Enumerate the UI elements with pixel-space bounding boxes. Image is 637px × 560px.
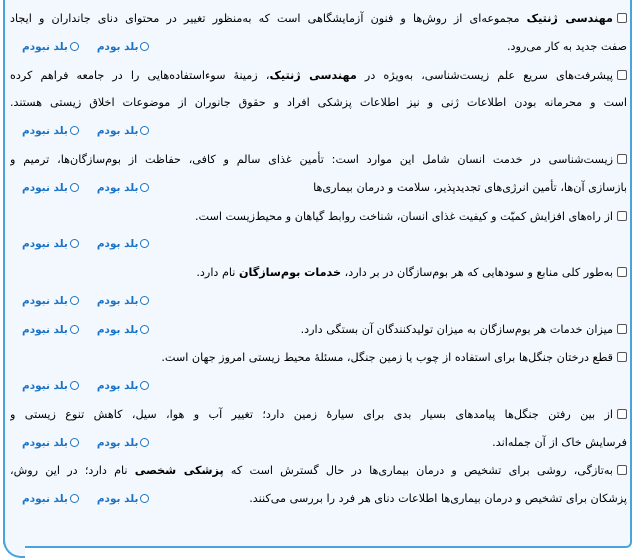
answer-options xyxy=(22,433,149,453)
statement-line: از راه‌های افزایش کمیّت و کیفیت غذای انسان، شناخت روابط گیاهان و محیط‌زیست است. xyxy=(10,205,627,229)
radio-icon[interactable] xyxy=(70,325,79,334)
radio-icon[interactable] xyxy=(70,296,79,305)
answer-options xyxy=(22,376,149,396)
radio-icon[interactable] xyxy=(140,126,149,135)
option-know[interactable]: بلد بودم xyxy=(97,37,150,57)
radio-icon[interactable] xyxy=(140,325,149,334)
statement-line: است و محرمانه بودن اطلاعات ژنی و نیز اطلاعات پزشکی افراد و حقوق جانوران از موضوعات اخلاق زیستی هستند. xyxy=(10,96,627,109)
option-know[interactable]: بلد بودم xyxy=(97,489,150,509)
statement-checkbox-icon[interactable] xyxy=(617,409,627,419)
radio-icon[interactable] xyxy=(140,239,149,248)
radio-icon[interactable] xyxy=(70,381,79,390)
statement-checkbox-icon[interactable] xyxy=(617,70,627,80)
radio-icon[interactable] xyxy=(70,126,79,135)
radio-icon[interactable] xyxy=(70,494,79,503)
statement-checkbox-icon[interactable] xyxy=(617,324,627,334)
statement-line: پزشکان برای تشخیص و درمان بیماری‌ها اطلاعات دنای هر فرد را بررسی می‌کنند. xyxy=(249,492,627,505)
radio-icon[interactable] xyxy=(140,296,149,305)
statement-checkbox-icon[interactable] xyxy=(617,154,627,164)
option-dont-know[interactable]: بلد نبودم xyxy=(22,178,79,198)
statement-line: قطع درختان جنگل‌ها برای استفاده از چوب یا زمین جنگل، مسئلهٔ محیط زیستی امروز جهان است. xyxy=(10,346,627,370)
statement-line: زیست‌شناسی در خدمت انسان شامل این موارد است: تأمین غذای سالم و کافی، حفاظت از بوم‌سازگان‌ها، ترمیم و xyxy=(10,148,627,172)
option-know[interactable]: بلد بودم xyxy=(97,320,150,340)
option-know[interactable]: بلد بودم xyxy=(97,121,150,141)
statement-line: میزان خدمات هر بوم‌سازگان به میزان تولیدکنندگان آن بستگی دارد. xyxy=(10,318,627,342)
statement-checkbox-icon[interactable] xyxy=(617,267,627,277)
radio-icon[interactable] xyxy=(70,239,79,248)
answer-options xyxy=(22,291,149,311)
statement-checkbox-icon[interactable] xyxy=(617,352,627,362)
panel-corner-curl xyxy=(3,540,25,558)
option-dont-know[interactable]: بلد نبودم xyxy=(22,234,79,254)
radio-icon[interactable] xyxy=(140,438,149,447)
radio-icon[interactable] xyxy=(70,438,79,447)
radio-icon[interactable] xyxy=(140,42,149,51)
option-dont-know[interactable]: بلد نبودم xyxy=(22,121,79,141)
answer-options xyxy=(22,37,149,57)
option-know[interactable]: بلد بودم xyxy=(97,376,150,396)
option-know[interactable]: بلد بودم xyxy=(97,178,150,198)
answer-options xyxy=(22,489,149,509)
option-dont-know[interactable]: بلد نبودم xyxy=(22,37,79,57)
answer-options xyxy=(22,178,149,198)
statement-checkbox-icon[interactable] xyxy=(617,465,627,475)
option-know[interactable]: بلد بودم xyxy=(97,291,150,311)
option-dont-know[interactable]: بلد نبودم xyxy=(22,320,79,340)
answer-options xyxy=(22,234,149,254)
radio-icon[interactable] xyxy=(70,183,79,192)
statement-line: از بین رفتن جنگل‌ها پیامدهای بسیار بدی برای سیارهٔ زمین دارد؛ تغییر آب و هوا، سیل، کاهش تنوع زیستی و xyxy=(10,403,627,427)
answer-options xyxy=(22,320,149,340)
radio-icon[interactable] xyxy=(140,494,149,503)
statement-line: فرسایش خاک از آن جمله‌اند. xyxy=(492,436,627,449)
statement-checkbox-icon[interactable] xyxy=(617,13,627,23)
statement-line: پیشرفت‌های سریع علم زیست‌شناسی، به‌ویژه در مهندسی ژنتیک، زمینهٔ سوءاستفاده‌هایی را در جامعه فراهم کرده xyxy=(10,64,627,88)
statement-line: صفت جدید به کار می‌رود. xyxy=(506,40,627,53)
option-know[interactable]: بلد بودم xyxy=(97,234,150,254)
statement-checkbox-icon[interactable] xyxy=(617,211,627,221)
option-dont-know[interactable]: بلد نبودم xyxy=(22,376,79,396)
option-dont-know[interactable]: بلد نبودم xyxy=(22,433,79,453)
statement-line: بازسازی آن‌ها، تأمین انرژی‌های تجدیدپذیر، سلامت و درمان بیماری‌ها xyxy=(313,181,627,194)
option-dont-know[interactable]: بلد نبودم xyxy=(22,291,79,311)
radio-icon[interactable] xyxy=(140,183,149,192)
statement-line: به‌طور کلی منابع و سودهایی که هر بوم‌سازگان در بر دارد، خدمات بوم‌سازگان نام دارد. xyxy=(10,261,627,285)
option-know[interactable]: بلد بودم xyxy=(97,433,150,453)
statement-line: به‌تازگی، روشی برای تشخیص و درمان بیماری‌ها در حال گسترش است که پزشکی شخصی نام دارد؛ در این روش، xyxy=(10,459,627,483)
option-dont-know[interactable]: بلد نبودم xyxy=(22,489,79,509)
radio-icon[interactable] xyxy=(70,42,79,51)
radio-icon[interactable] xyxy=(140,381,149,390)
statement-line: مهندسی ژنتیک مجموعه‌ای از روش‌ها و فنون آزمایشگاهی است که به‌منظور تغییر در محتوای دنای جانداران و ایجاد xyxy=(10,7,627,31)
answer-options xyxy=(22,121,149,141)
